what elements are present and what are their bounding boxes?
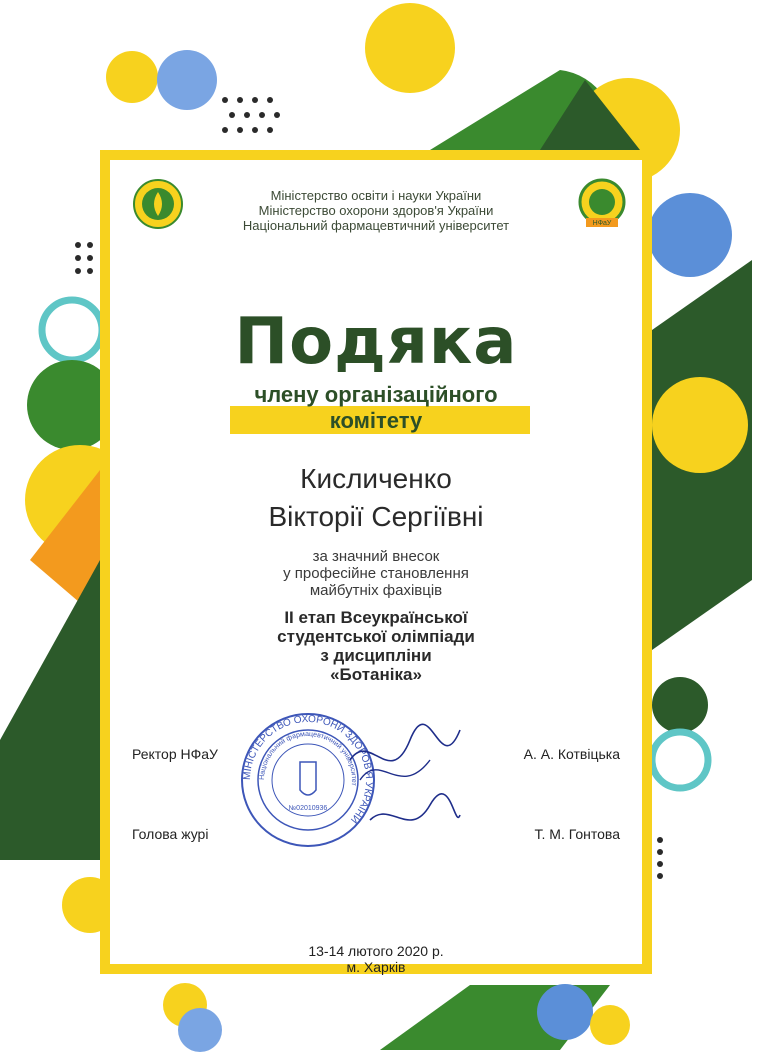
stamp-number: №02010936 [288, 805, 328, 812]
nfau-logo-text: НФаУ [592, 220, 612, 227]
trident-icon [300, 762, 316, 795]
jury-name: Т. М. Гонтова [534, 826, 620, 842]
contribution-line: у професійне становлення [283, 565, 469, 582]
ministry-line: Міністерство охорони здоров'я України [258, 203, 494, 218]
event-date: 13-14 лютого 2020 р. [308, 943, 444, 959]
ministry-line: Міністерство освіти і науки України [270, 188, 482, 203]
subtitle-line: члену організаційного [254, 382, 498, 407]
event-line: ІІ етап Всеукраїнської [284, 608, 468, 627]
contribution-text [110, 548, 642, 599]
stamp-outer-text: МІНІСТЕРСТВО ОХОРОНИ ЗДОРОВ'Я УКРАЇНИ [241, 713, 375, 825]
event-line: «Ботаніка» [330, 665, 422, 684]
contribution-line: майбутніх фахівців [309, 582, 443, 599]
event-description [110, 608, 642, 684]
event-line: з дисципліни [320, 646, 432, 665]
ministry-line: Національний фармацевтичний університет [242, 218, 510, 233]
date-location [110, 943, 642, 975]
ministry-header [110, 188, 642, 233]
recipient-name [110, 460, 642, 536]
stamp-inner-text: Національний фармацевтичний університет [258, 730, 358, 787]
recipient-given-names: Вікторії Сергіївні [268, 501, 484, 532]
certificate-frame [100, 150, 652, 974]
recipient-surname: Кисличенко [300, 463, 452, 494]
certificate-title: Подяка [234, 305, 518, 379]
certificate-subtitle [110, 382, 642, 434]
contribution-line: за значний внесок [312, 548, 440, 565]
rector-name: А. А. Котвіцька [523, 746, 620, 762]
event-city: м. Харків [346, 959, 406, 975]
signature-scribbles [340, 720, 470, 850]
jury-label: Голова журі [132, 826, 209, 842]
event-line: студентської олімпіади [277, 627, 475, 646]
subtitle-line: комітету [329, 408, 423, 433]
rector-label: Ректор НФаУ [132, 746, 218, 762]
